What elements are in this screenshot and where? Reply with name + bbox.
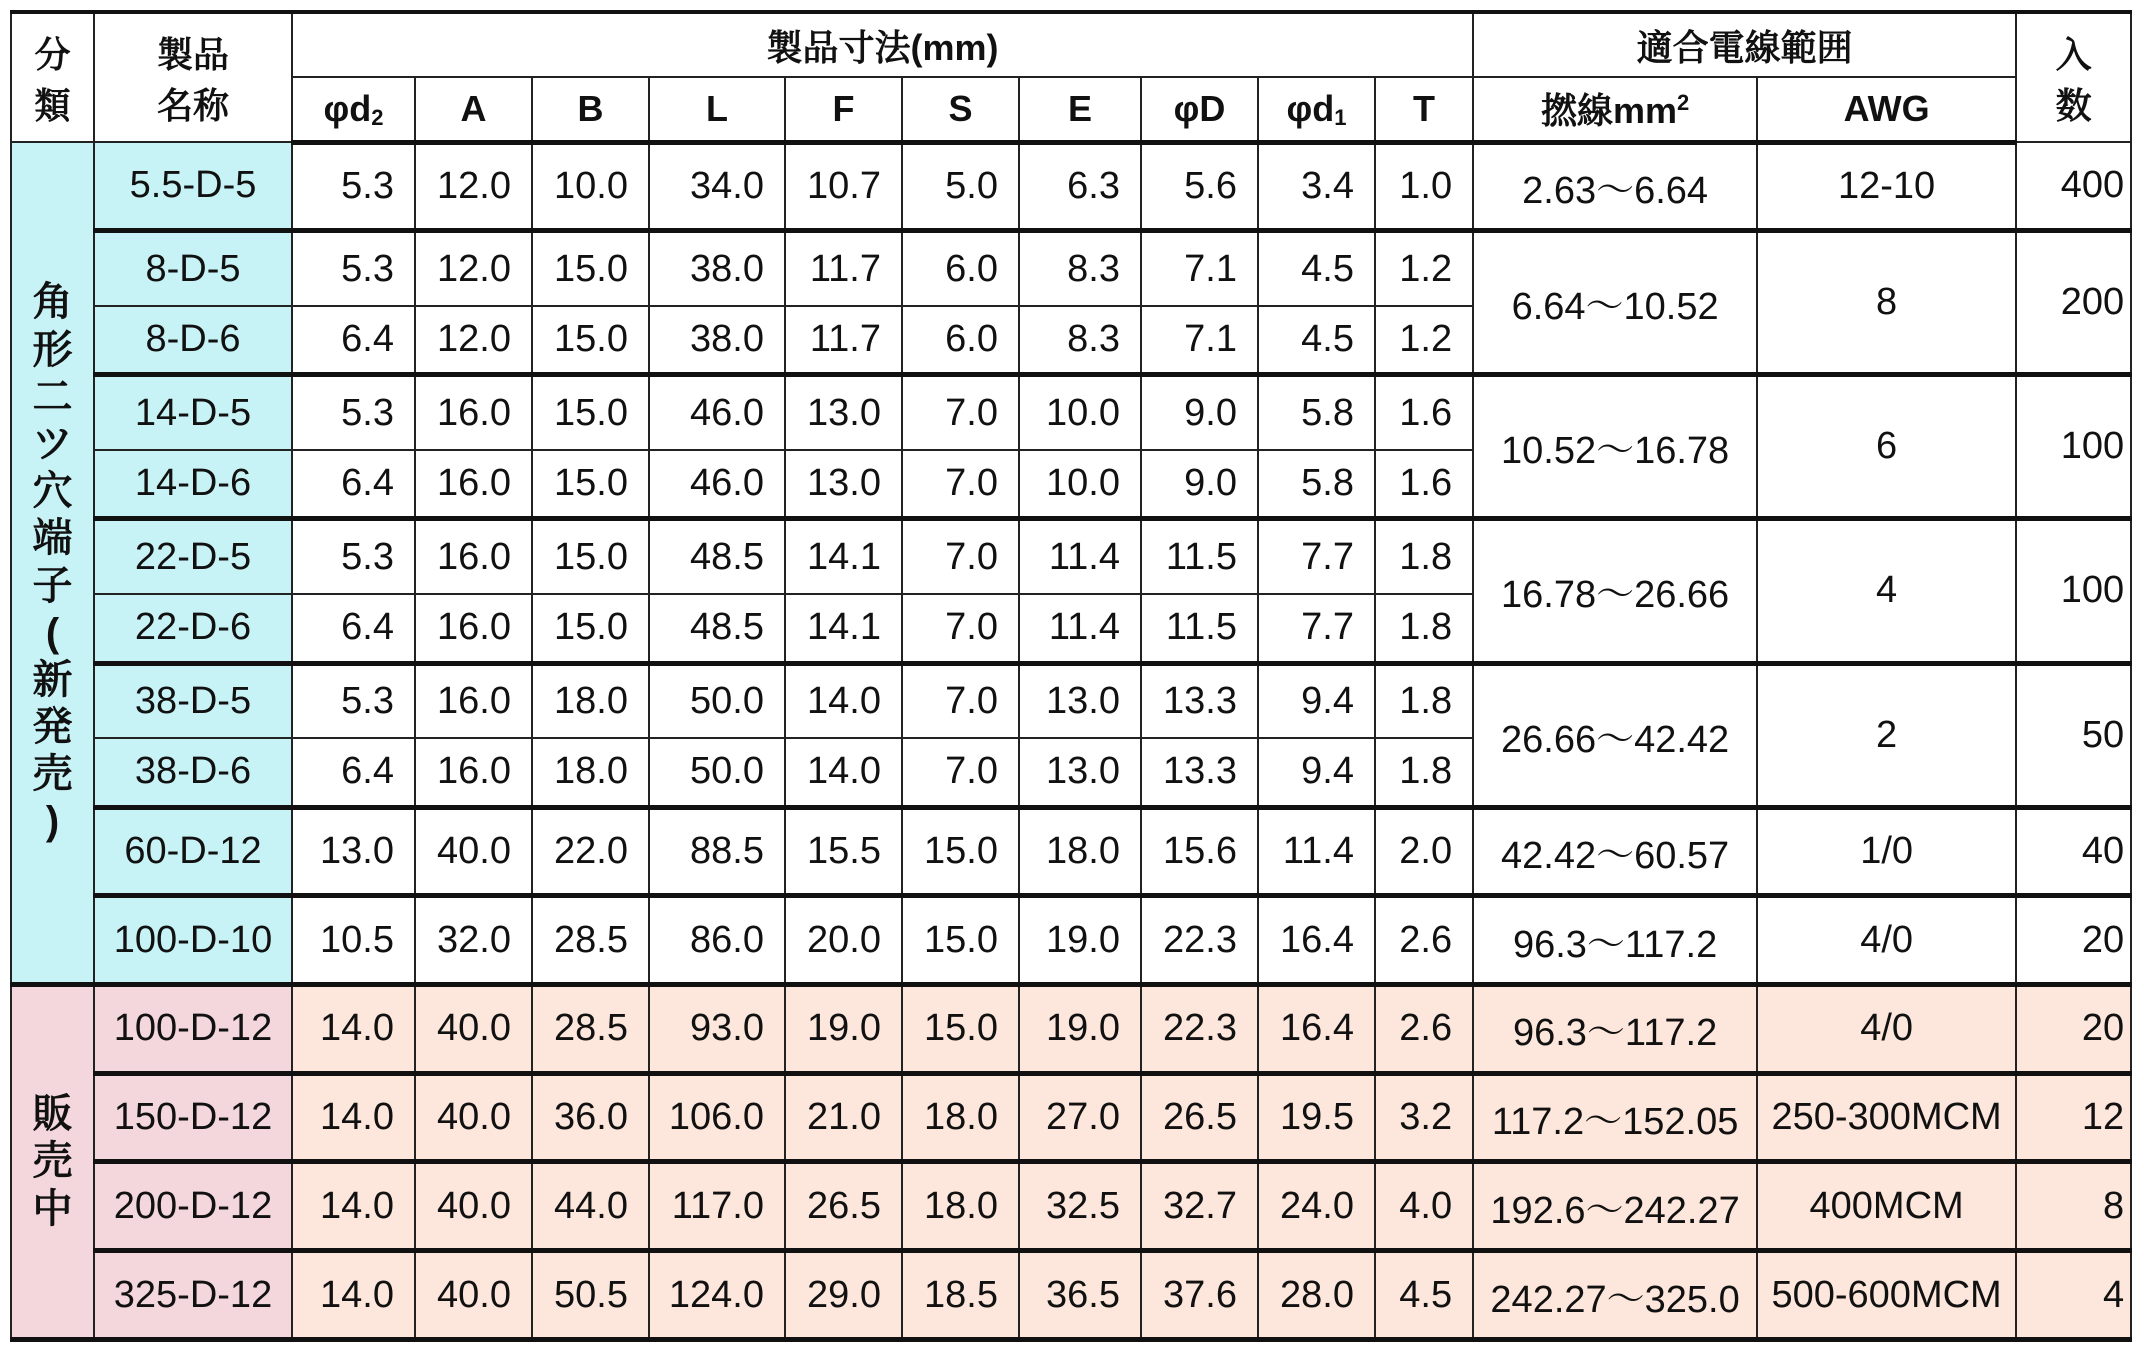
cell-strand: 192.6～242.27 (1473, 1162, 1757, 1251)
cell-d1: 19.5 (1258, 1073, 1375, 1162)
cell-l: 124.0 (649, 1251, 785, 1340)
cell-l: 48.5 (649, 519, 785, 594)
table-row (11, 1251, 2131, 1340)
cell-awg: 12-10 (1757, 142, 2016, 231)
cell-d1: 28.0 (1258, 1251, 1375, 1340)
cell-l: 46.0 (649, 450, 785, 519)
cell-s: 7.0 (902, 594, 1019, 663)
cell-b: 44.0 (532, 1162, 649, 1251)
cell-d1: 24.0 (1258, 1162, 1375, 1251)
cell-awg: 4/0 (1757, 896, 2016, 985)
cell-strand: 10.52～16.78 (1473, 375, 1757, 519)
cell-f: 29.0 (785, 1251, 902, 1340)
cell-d1: 16.4 (1258, 985, 1375, 1074)
col-strand: 撚線$mm^2$ (1473, 77, 1757, 142)
cell-e: 10.0 (1019, 450, 1141, 519)
product-name: 14-D-6 (94, 450, 292, 519)
cell-b: 15.0 (532, 519, 649, 594)
cell-s: 7.0 (902, 450, 1019, 519)
header-row-1 (11, 12, 2131, 77)
table-row (11, 1162, 2131, 1251)
cell-awg: 400MCM (1757, 1162, 2016, 1251)
cell-l: 38.0 (649, 231, 785, 306)
table-row (11, 663, 2131, 738)
cell-a: 40.0 (415, 1162, 532, 1251)
header-quantity: 入 数 (2016, 12, 2131, 142)
cell-d2: 6.4 (292, 306, 415, 375)
cell-qty: 100 (2016, 519, 2131, 663)
cell-f: 11.7 (785, 231, 902, 306)
col-t: T (1375, 77, 1473, 142)
cell-a: 12.0 (415, 306, 532, 375)
cell-phi-D: 22.3 (1141, 896, 1258, 985)
table-row (11, 985, 2131, 1074)
cell-a: 40.0 (415, 807, 532, 896)
cell-l: 93.0 (649, 985, 785, 1074)
col-s: S (902, 77, 1019, 142)
product-name: 8-D-5 (94, 231, 292, 306)
cell-s: 18.0 (902, 1162, 1019, 1251)
cell-s: 15.0 (902, 896, 1019, 985)
cell-b: 36.0 (532, 1073, 649, 1162)
cell-a: 16.0 (415, 738, 532, 807)
cell-strand: 16.78～26.66 (1473, 519, 1757, 663)
cell-awg: 2 (1757, 663, 2016, 807)
header-wire-range: 適合電線範囲 (1473, 12, 2016, 77)
cell-d1: 5.8 (1258, 375, 1375, 450)
cell-phi-D: 7.1 (1141, 306, 1258, 375)
cell-f: 10.7 (785, 142, 902, 231)
cell-e: 13.0 (1019, 738, 1141, 807)
cell-phi-D: 13.3 (1141, 663, 1258, 738)
product-name: 38-D-5 (94, 663, 292, 738)
cell-b: 28.5 (532, 985, 649, 1074)
cell-phi-D: 13.3 (1141, 738, 1258, 807)
cell-phi-D: 7.1 (1141, 231, 1258, 306)
product-name: 60-D-12 (94, 807, 292, 896)
cell-strand: 26.66～42.42 (1473, 663, 1757, 807)
cell-phi-D: 37.6 (1141, 1251, 1258, 1340)
cell-b: 10.0 (532, 142, 649, 231)
table-row (11, 896, 2131, 985)
cell-e: 13.0 (1019, 663, 1141, 738)
category-on-sale: 販 売 中 (11, 985, 94, 1340)
cell-d2: 14.0 (292, 1073, 415, 1162)
cell-awg: 4/0 (1757, 985, 2016, 1074)
cell-f: 13.0 (785, 450, 902, 519)
cell-e: 27.0 (1019, 1073, 1141, 1162)
cell-awg: 500-600MCM (1757, 1251, 2016, 1340)
table-row (11, 807, 2131, 896)
cell-b: 22.0 (532, 807, 649, 896)
cell-t: 2.0 (1375, 807, 1473, 896)
cell-l: 48.5 (649, 594, 785, 663)
product-name: 100-D-10 (94, 896, 292, 985)
cell-f: 14.1 (785, 594, 902, 663)
cell-d1: 7.7 (1258, 519, 1375, 594)
cell-t: 1.2 (1375, 306, 1473, 375)
cell-e: 6.3 (1019, 142, 1141, 231)
cell-strand: 96.3～117.2 (1473, 985, 1757, 1074)
cell-a: 12.0 (415, 142, 532, 231)
cell-qty: 400 (2016, 142, 2131, 231)
cell-f: 21.0 (785, 1073, 902, 1162)
cell-l: 86.0 (649, 896, 785, 985)
cell-d2: 5.3 (292, 142, 415, 231)
col-a: A (415, 77, 532, 142)
cell-d2: 14.0 (292, 985, 415, 1074)
cell-qty: 20 (2016, 985, 2131, 1074)
product-name: 5.5-D-5 (94, 142, 292, 231)
product-name: 14-D-5 (94, 375, 292, 450)
col-phi-d1: $\varphi d_1$ (1258, 77, 1375, 142)
cell-s: 7.0 (902, 519, 1019, 594)
cell-phi-D: 26.5 (1141, 1073, 1258, 1162)
cell-d2: 5.3 (292, 663, 415, 738)
cell-qty: 100 (2016, 375, 2131, 519)
cell-s: 7.0 (902, 663, 1019, 738)
cell-e: 19.0 (1019, 896, 1141, 985)
product-name: 100-D-12 (94, 985, 292, 1074)
cell-e: 8.3 (1019, 231, 1141, 306)
cell-phi-D: 32.7 (1141, 1162, 1258, 1251)
product-name: 325-D-12 (94, 1251, 292, 1340)
cell-f: 14.0 (785, 738, 902, 807)
cell-t: 1.8 (1375, 738, 1473, 807)
cell-phi-D: 11.5 (1141, 519, 1258, 594)
cell-awg: 4 (1757, 519, 2016, 663)
cell-t: 1.8 (1375, 663, 1473, 738)
cell-s: 5.0 (902, 142, 1019, 231)
cell-e: 32.5 (1019, 1162, 1141, 1251)
terminal-spec-table (10, 10, 2132, 1342)
cell-a: 16.0 (415, 450, 532, 519)
cell-s: 6.0 (902, 231, 1019, 306)
cell-b: 15.0 (532, 231, 649, 306)
cell-t: 1.6 (1375, 450, 1473, 519)
cell-l: 38.0 (649, 306, 785, 375)
product-name: 38-D-6 (94, 738, 292, 807)
cell-s: 18.5 (902, 1251, 1019, 1340)
cell-a: 40.0 (415, 1073, 532, 1162)
cell-b: 28.5 (532, 896, 649, 985)
cell-d1: 9.4 (1258, 663, 1375, 738)
cell-phi-D: 9.0 (1141, 450, 1258, 519)
cell-t: 3.2 (1375, 1073, 1473, 1162)
cell-t: 1.8 (1375, 519, 1473, 594)
cell-t: 1.6 (1375, 375, 1473, 450)
cell-strand: 6.64～10.52 (1473, 231, 1757, 375)
table-row (11, 375, 2131, 450)
cell-a: 40.0 (415, 1251, 532, 1340)
cell-f: 19.0 (785, 985, 902, 1074)
cell-strand: 96.3～117.2 (1473, 896, 1757, 985)
cell-f: 14.0 (785, 663, 902, 738)
product-name: 200-D-12 (94, 1162, 292, 1251)
cell-s: 7.0 (902, 375, 1019, 450)
cell-e: 36.5 (1019, 1251, 1141, 1340)
cell-t: 4.5 (1375, 1251, 1473, 1340)
cell-qty: 12 (2016, 1073, 2131, 1162)
cell-s: 18.0 (902, 1073, 1019, 1162)
cell-a: 40.0 (415, 985, 532, 1074)
cell-phi-D: 5.6 (1141, 142, 1258, 231)
cell-d2: 6.4 (292, 594, 415, 663)
cell-s: 7.0 (902, 738, 1019, 807)
table-row (11, 1073, 2131, 1162)
cell-awg: 8 (1757, 231, 2016, 375)
cell-strand: 2.63～6.64 (1473, 142, 1757, 231)
cell-d2: 5.3 (292, 231, 415, 306)
cell-f: 26.5 (785, 1162, 902, 1251)
cell-d1: 9.4 (1258, 738, 1375, 807)
table-row (11, 231, 2131, 306)
cell-d1: 7.7 (1258, 594, 1375, 663)
cell-a: 16.0 (415, 663, 532, 738)
cell-a: 16.0 (415, 519, 532, 594)
cell-s: 6.0 (902, 306, 1019, 375)
cell-f: 14.1 (785, 519, 902, 594)
cell-d2: 14.0 (292, 1251, 415, 1340)
cell-l: 106.0 (649, 1073, 785, 1162)
cell-d2: 13.0 (292, 807, 415, 896)
cell-phi-D: 9.0 (1141, 375, 1258, 450)
product-name: 150-D-12 (94, 1073, 292, 1162)
cell-awg: 1/0 (1757, 807, 2016, 896)
cell-b: 15.0 (532, 450, 649, 519)
cell-qty: 4 (2016, 1251, 2131, 1340)
cell-f: 11.7 (785, 306, 902, 375)
header-category: 分 類 (11, 12, 94, 142)
cell-d2: 5.3 (292, 375, 415, 450)
cell-b: 18.0 (532, 738, 649, 807)
cell-b: 50.5 (532, 1251, 649, 1340)
cell-d1: 4.5 (1258, 231, 1375, 306)
cell-e: 8.3 (1019, 306, 1141, 375)
product-name: 22-D-5 (94, 519, 292, 594)
product-name: 8-D-6 (94, 306, 292, 375)
cell-b: 15.0 (532, 306, 649, 375)
cell-l: 88.5 (649, 807, 785, 896)
cell-t: 1.2 (1375, 231, 1473, 306)
header-product-name: 製品 名称 (94, 12, 292, 142)
cell-d1: 3.4 (1258, 142, 1375, 231)
cell-a: 16.0 (415, 594, 532, 663)
cell-phi-D: 15.6 (1141, 807, 1258, 896)
cell-e: 19.0 (1019, 985, 1141, 1074)
col-e: E (1019, 77, 1141, 142)
cell-s: 15.0 (902, 985, 1019, 1074)
cell-b: 15.0 (532, 594, 649, 663)
cell-f: 13.0 (785, 375, 902, 450)
cell-e: 18.0 (1019, 807, 1141, 896)
cell-d2: 6.4 (292, 738, 415, 807)
col-l: L (649, 77, 785, 142)
cell-s: 15.0 (902, 807, 1019, 896)
table-row (11, 519, 2131, 594)
cell-l: 117.0 (649, 1162, 785, 1251)
cell-d1: 5.8 (1258, 450, 1375, 519)
cell-a: 32.0 (415, 896, 532, 985)
cell-strand: 242.27～325.0 (1473, 1251, 1757, 1340)
cell-strand: 42.42～60.57 (1473, 807, 1757, 896)
cell-l: 46.0 (649, 375, 785, 450)
col-phi-d2: $\varphi d_2$ (292, 77, 415, 142)
cell-d2: 10.5 (292, 896, 415, 985)
col-b: B (532, 77, 649, 142)
cell-qty: 40 (2016, 807, 2131, 896)
cell-phi-D: 22.3 (1141, 985, 1258, 1074)
cell-b: 18.0 (532, 663, 649, 738)
cell-d1: 16.4 (1258, 896, 1375, 985)
cell-a: 12.0 (415, 231, 532, 306)
cell-t: 4.0 (1375, 1162, 1473, 1251)
header-row-2 (11, 77, 2131, 142)
col-awg: AWG (1757, 77, 2016, 142)
product-name: 22-D-6 (94, 594, 292, 663)
cell-e: 10.0 (1019, 375, 1141, 450)
cell-d2: 14.0 (292, 1162, 415, 1251)
col-f: F (785, 77, 902, 142)
cell-l: 50.0 (649, 738, 785, 807)
cell-awg: 6 (1757, 375, 2016, 519)
cell-t: 1.0 (1375, 142, 1473, 231)
table-row (11, 142, 2131, 231)
cell-qty: 20 (2016, 896, 2131, 985)
cell-qty: 50 (2016, 663, 2131, 807)
cell-d1: 11.4 (1258, 807, 1375, 896)
cell-b: 15.0 (532, 375, 649, 450)
cell-e: 11.4 (1019, 594, 1141, 663)
cell-e: 11.4 (1019, 519, 1141, 594)
cell-qty: 200 (2016, 231, 2131, 375)
col-phi-D: φD (1141, 77, 1258, 142)
cell-t: 2.6 (1375, 896, 1473, 985)
cell-qty: 8 (2016, 1162, 2131, 1251)
cell-phi-D: 11.5 (1141, 594, 1258, 663)
category-new-release: 角 形 二 ツ 穴 端 子 ( 新 発 売 ) (11, 142, 94, 985)
cell-d2: 6.4 (292, 450, 415, 519)
cell-l: 50.0 (649, 663, 785, 738)
cell-t: 2.6 (1375, 985, 1473, 1074)
cell-f: 20.0 (785, 896, 902, 985)
cell-l: 34.0 (649, 142, 785, 231)
cell-d1: 4.5 (1258, 306, 1375, 375)
cell-a: 16.0 (415, 375, 532, 450)
cell-d2: 5.3 (292, 519, 415, 594)
cell-f: 15.5 (785, 807, 902, 896)
cell-strand: 117.2～152.05 (1473, 1073, 1757, 1162)
header-dimensions: 製品寸法(mm) (292, 12, 1473, 77)
cell-awg: 250-300MCM (1757, 1073, 2016, 1162)
cell-t: 1.8 (1375, 594, 1473, 663)
